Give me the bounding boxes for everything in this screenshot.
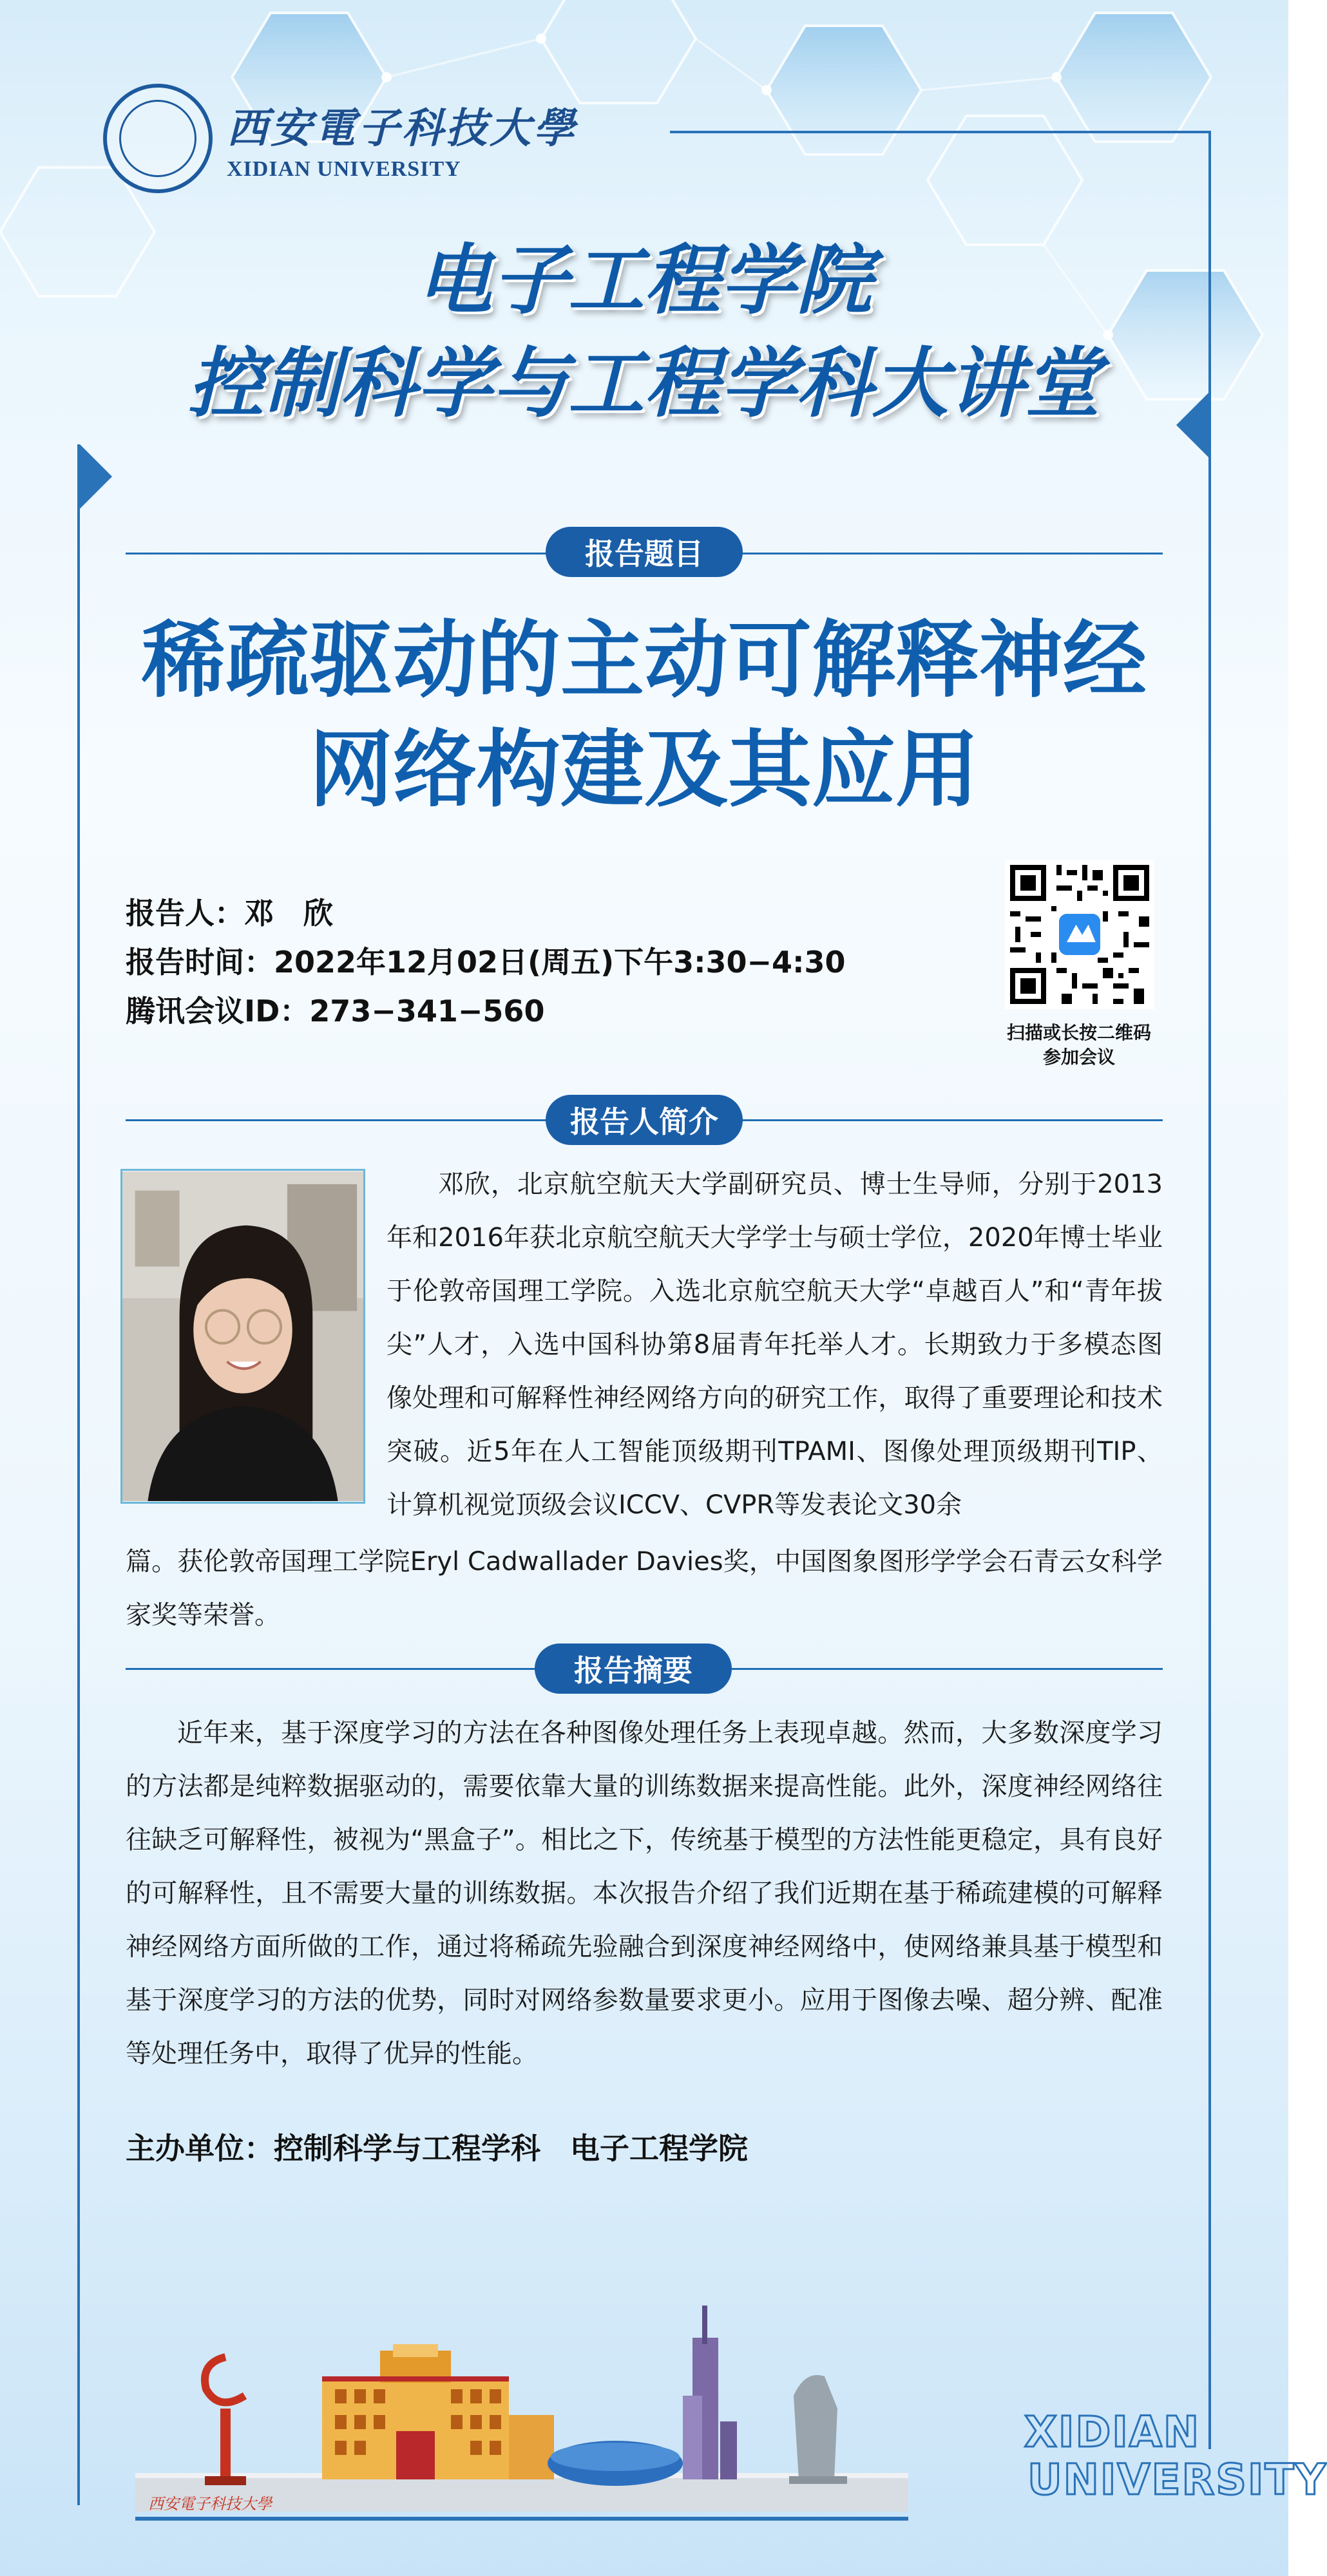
speaker-line: 报告人：邓 欣 <box>126 896 333 931</box>
qr-caption-line2: 参加会议 <box>1042 1046 1115 1068</box>
bio-label-pill: 报告人简介 <box>546 1095 743 1145</box>
university-seal-icon <box>103 84 213 193</box>
qr-caption-line1: 扫描或长按二维码 <box>1006 1022 1151 1043</box>
topic-label-pill: 报告题目 <box>546 527 743 577</box>
logo-chinese-name: 西安電子科技大學 <box>227 104 577 153</box>
talk-title-line2: 网络构建及其应用 <box>309 721 979 819</box>
stone-monument-icon <box>789 2375 847 2484</box>
meeting-qr-code[interactable] <box>1005 860 1154 1009</box>
watermark-line1: XIDIAN <box>1024 2407 1201 2457</box>
talk-title-line1: 稀疏驱动的主动可解释神经 <box>141 611 1147 709</box>
abstract-text: 近年来，基于深度学习的方法在各种图像处理任务上表现卓越。然而，大多数深度学习的方法都是纯粹数据驱动的，需要依靠大量的训练数据来提高性能。此外，深度神经网络往往缺乏可解释性，被视为“黑盒子”。相比之下，传统基于模型的方法性能更稳定，具有良好的可解释性，且不需要大量的训练数据。本次报告介绍了我们近期在基于稀疏建模的可解释神经网络方面所做的工作，通过将稀疏先验融合到深度神经网络中，使网络兼具基于模型和基于深度学习的方法的优势，同时对网络参数量要求更小。应用于图像去噪、超分辨、配准等处理任务中，取得了优异的性能。 <box>126 1718 1163 2069</box>
header-title-line2: 控制科学与工程学科大讲堂 <box>187 339 1100 428</box>
header-title-line1: 电子工程学院 <box>415 236 872 325</box>
stadium-icon <box>548 2441 683 2486</box>
speaker-photo <box>120 1169 365 1504</box>
calligraphy-logo-text: 西安電子科技大學 <box>148 2495 272 2513</box>
watermark-line2: UNIVERSITY <box>1027 2455 1327 2505</box>
logo-english-name: XIDIAN UNIVERSITY <box>227 157 461 181</box>
bio-text-beside-photo: 邓欣，北京航空航天大学副研究员、博士生导师，分别于2013年和2016年获北京航空航天大学学士与硕士学位，2020年博士毕业于伦敦帝国理工学院。入选北京航空航天大学“卓越百人”和“青年拔尖”人才，入选中国科协第8届青年托举人才。长期致力于多模态图像处理和可解释性神经网络方向的研究工作，取得了重要理论和技术突破。近5年在人工智能顶级期刊TPAMI、图像处理顶级期刊TIP、计算机视觉顶级会议ICCV、CVPR等发表论文30余 <box>387 1170 1163 1520</box>
frame-right-line <box>1208 131 1211 2449</box>
host-organizations: 主办单位：控制科学与工程学科 电子工程学院 <box>126 2131 748 2166</box>
red-sculpture-icon <box>205 2357 246 2485</box>
frame-top-line <box>670 131 1211 133</box>
main-building-icon <box>322 2344 554 2479</box>
bio-text-continued: 篇。获伦敦帝国理工学院Eryl Cadwallader Davies奖，中国图象图形学学会石青云女科学家奖等荣誉。 <box>126 1547 1163 1630</box>
left-triangle-marker <box>80 444 112 509</box>
meeting-id-line: 腾讯会议ID：273−341−560 <box>126 994 545 1028</box>
tower-icon <box>683 2306 737 2479</box>
university-logo <box>103 84 577 193</box>
abstract-label-pill: 报告摘要 <box>535 1643 732 1694</box>
time-line: 报告时间：2022年12月02日(周五)下午3:30−4:30 <box>126 945 846 980</box>
